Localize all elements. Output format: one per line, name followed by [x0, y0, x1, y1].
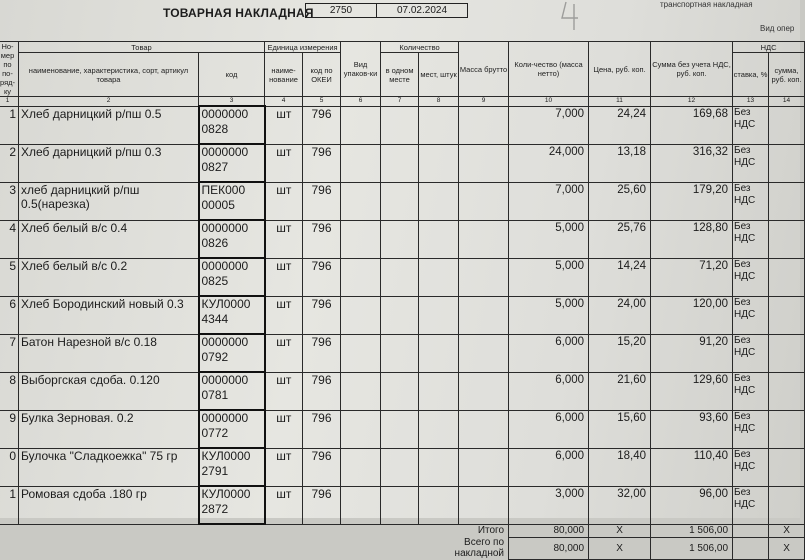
row-number: 4 — [0, 220, 19, 258]
item-pack-type — [341, 486, 381, 524]
item-unit: шт — [265, 220, 303, 258]
item-pack-type — [341, 106, 381, 144]
item-qty: 7,000 — [509, 182, 589, 220]
item-pack-type — [341, 220, 381, 258]
item-vat-sum — [769, 486, 805, 524]
col-gross-mass: Масса брутто — [459, 42, 509, 97]
col-vat: НДС — [733, 42, 805, 53]
item-qty-places — [419, 448, 459, 486]
item-code: КУЛ0000 2791 — [199, 448, 265, 486]
item-code: 0000000 0825 — [199, 258, 265, 296]
item-unit: шт — [265, 372, 303, 410]
item-vat-rate: Без НДС — [733, 220, 769, 258]
item-qty-per-place — [381, 182, 419, 220]
item-vat-rate: Без НДС — [733, 258, 769, 296]
item-gross-mass — [459, 410, 509, 448]
item-name: Хлеб белый в/с 0.4 — [19, 220, 199, 258]
item-price: 15,60 — [589, 410, 651, 448]
item-gross-mass — [459, 258, 509, 296]
item-okei: 796 — [303, 258, 341, 296]
item-qty: 24,000 — [509, 144, 589, 182]
item-pack-type — [341, 334, 381, 372]
col-sum-no-vat: Сумма без учета НДС, руб. коп. — [651, 42, 733, 97]
column-numbers-row — [0, 97, 805, 107]
item-vat-rate: Без НДС — [733, 182, 769, 220]
item-name: Хлеб белый в/с 0.2 — [19, 258, 199, 296]
col-pack-type: Вид упаков-ки — [341, 42, 381, 97]
item-qty: 6,000 — [509, 372, 589, 410]
document-number: 2750 — [305, 3, 377, 18]
table-row — [0, 486, 805, 524]
grand-total-row — [0, 537, 805, 559]
grand-total-vat: X — [769, 537, 805, 559]
column-number: 10 — [509, 97, 589, 107]
table-row — [0, 410, 805, 448]
item-unit: шт — [265, 296, 303, 334]
handwritten-mark — [558, 0, 584, 30]
subtotal-sum: 1 506,00 — [651, 524, 733, 537]
item-qty-per-place — [381, 334, 419, 372]
column-number: 6 — [341, 97, 381, 107]
item-qty-per-place — [381, 220, 419, 258]
column-number: 13 — [733, 97, 769, 107]
item-vat-rate: Без НДС — [733, 448, 769, 486]
item-code: КУЛ0000 2872 — [199, 486, 265, 524]
table-row — [0, 334, 805, 372]
col-goods-code: код — [199, 53, 265, 97]
operation-caption: Вид опер — [760, 24, 795, 33]
column-number: 12 — [651, 97, 733, 107]
item-name: хлеб дарницкий р/пш 0.5(нарезка) — [19, 182, 199, 220]
table-row — [0, 448, 805, 486]
column-number: 1 — [0, 97, 19, 107]
col-vat-rate: ставка, % — [733, 53, 769, 97]
item-vat-rate: Без НДС — [733, 334, 769, 372]
item-name: Хлеб дарницкий р/пш 0.3 — [19, 144, 199, 182]
col-unit-okei: код по ОКЕИ — [303, 53, 341, 97]
item-qty-per-place — [381, 486, 419, 524]
item-pack-type — [341, 182, 381, 220]
item-vat-sum — [769, 334, 805, 372]
item-pack-type — [341, 410, 381, 448]
item-name: Ромовая сдоба .180 гр — [19, 486, 199, 524]
grand-total-label: Всего по накладной — [454, 537, 505, 559]
item-okei: 796 — [303, 144, 341, 182]
item-price: 32,00 — [589, 486, 651, 524]
subtotal-price: X — [589, 524, 651, 537]
row-number: 7 — [0, 334, 19, 372]
item-pack-type — [341, 296, 381, 334]
item-vat-rate: Без НДС — [733, 486, 769, 524]
item-unit: шт — [265, 448, 303, 486]
item-pack-type — [341, 258, 381, 296]
item-okei: 796 — [303, 106, 341, 144]
grand-total-price: X — [589, 537, 651, 559]
subtotal-qty: 80,000 — [509, 524, 589, 537]
item-gross-mass — [459, 448, 509, 486]
col-quantity: Количество — [381, 42, 459, 53]
item-qty: 5,000 — [509, 296, 589, 334]
item-vat-rate: Без НДС — [733, 410, 769, 448]
item-qty-places — [419, 144, 459, 182]
col-price: Цена, руб. коп. — [589, 42, 651, 97]
item-qty: 3,000 — [509, 486, 589, 524]
item-price: 21,60 — [589, 372, 651, 410]
item-unit: шт — [265, 486, 303, 524]
item-code: 0000000 0792 — [199, 334, 265, 372]
col-unit-name: наиме-нование — [265, 53, 303, 97]
item-name: Хлеб дарницкий р/пш 0.5 — [19, 106, 199, 144]
item-price: 13,18 — [589, 144, 651, 182]
table-row — [0, 106, 805, 144]
column-number: 11 — [589, 97, 651, 107]
item-qty: 6,000 — [509, 334, 589, 372]
item-gross-mass — [459, 334, 509, 372]
row-number: 9 — [0, 410, 19, 448]
column-number: 8 — [419, 97, 459, 107]
row-number: 8 — [0, 372, 19, 410]
item-qty-per-place — [381, 410, 419, 448]
header-area — [0, 0, 800, 40]
table-row — [0, 296, 805, 334]
item-sum: 71,20 — [651, 258, 733, 296]
subtotal-label: Итого — [477, 525, 505, 537]
item-vat-sum — [769, 144, 805, 182]
column-number: 9 — [459, 97, 509, 107]
item-unit: шт — [265, 410, 303, 448]
item-sum: 128,80 — [651, 220, 733, 258]
item-qty-places — [419, 258, 459, 296]
item-qty: 5,000 — [509, 258, 589, 296]
subtotal-row — [0, 524, 805, 537]
grand-total-sum: 1 506,00 — [651, 537, 733, 559]
item-gross-mass — [459, 144, 509, 182]
table-row — [0, 258, 805, 296]
col-unit: Единица измерения — [265, 42, 341, 53]
grand-total-qty: 80,000 — [509, 537, 589, 559]
col-goods-name: наименование, характеристика, сорт, артикул товара — [19, 53, 199, 97]
item-qty-per-place — [381, 144, 419, 182]
item-qty-places — [419, 182, 459, 220]
item-gross-mass — [459, 182, 509, 220]
item-okei: 796 — [303, 334, 341, 372]
item-qty-per-place — [381, 448, 419, 486]
item-qty-places — [419, 334, 459, 372]
column-number: 2 — [19, 97, 199, 107]
item-sum: 110,40 — [651, 448, 733, 486]
item-sum: 96,00 — [651, 486, 733, 524]
item-okei: 796 — [303, 486, 341, 524]
item-name: Булка Зерновая. 0.2 — [19, 410, 199, 448]
table-row — [0, 372, 805, 410]
item-price: 24,00 — [589, 296, 651, 334]
item-code: 0000000 0828 — [199, 106, 265, 144]
item-code: КУЛ0000 4344 — [199, 296, 265, 334]
item-qty-places — [419, 220, 459, 258]
item-vat-sum — [769, 106, 805, 144]
item-gross-mass — [459, 486, 509, 524]
item-name: Хлеб Бородинский новый 0.3 — [19, 296, 199, 334]
subtotal-vat: X — [769, 524, 805, 537]
item-price: 18,40 — [589, 448, 651, 486]
item-unit: шт — [265, 258, 303, 296]
item-sum: 179,20 — [651, 182, 733, 220]
item-gross-mass — [459, 296, 509, 334]
item-vat-rate: Без НДС — [733, 144, 769, 182]
item-qty-per-place — [381, 258, 419, 296]
document-title: ТОВАРНАЯ НАКЛАДНАЯ — [163, 6, 314, 20]
item-okei: 796 — [303, 372, 341, 410]
item-pack-type — [341, 372, 381, 410]
item-sum: 91,20 — [651, 334, 733, 372]
item-price: 25,60 — [589, 182, 651, 220]
item-vat-rate: Без НДС — [733, 296, 769, 334]
document-date: 07.02.2024 — [376, 3, 468, 18]
item-vat-sum — [769, 182, 805, 220]
item-vat-sum — [769, 220, 805, 258]
row-number: 5 — [0, 258, 19, 296]
item-name: Выборгская сдоба. 0.120 — [19, 372, 199, 410]
col-qty-per-place: в одном месте — [381, 53, 419, 97]
item-sum: 120,00 — [651, 296, 733, 334]
row-number: 1 — [0, 486, 19, 524]
item-pack-type — [341, 144, 381, 182]
item-vat-rate: Без НДС — [733, 372, 769, 410]
col-goods: Товар — [19, 42, 265, 53]
item-sum: 129,60 — [651, 372, 733, 410]
item-qty-per-place — [381, 106, 419, 144]
item-okei: 796 — [303, 182, 341, 220]
item-okei: 796 — [303, 220, 341, 258]
column-number: 7 — [381, 97, 419, 107]
item-qty-places — [419, 410, 459, 448]
item-sum: 169,68 — [651, 106, 733, 144]
col-net-qty: Коли-чество (масса нетто) — [509, 42, 589, 97]
column-number: 3 — [199, 97, 265, 107]
col-vat-sum: сумма, руб. коп. — [769, 53, 805, 97]
item-price: 14,24 — [589, 258, 651, 296]
item-code: 0000000 0772 — [199, 410, 265, 448]
table-header-row-1 — [0, 42, 805, 53]
item-vat-sum — [769, 296, 805, 334]
row-number: 6 — [0, 296, 19, 334]
item-unit: шт — [265, 334, 303, 372]
item-code: 0000000 0826 — [199, 220, 265, 258]
column-number: 5 — [303, 97, 341, 107]
item-gross-mass — [459, 372, 509, 410]
item-name: Булочка "Сладкоежка" 75 гр — [19, 448, 199, 486]
table-row — [0, 220, 805, 258]
row-number: 2 — [0, 144, 19, 182]
item-unit: шт — [265, 144, 303, 182]
column-number: 14 — [769, 97, 805, 107]
item-okei: 796 — [303, 410, 341, 448]
item-vat-sum — [769, 258, 805, 296]
item-vat-sum — [769, 448, 805, 486]
item-qty-places — [419, 372, 459, 410]
column-number: 4 — [265, 97, 303, 107]
col-row-no: Но-мер по по-ряд-ку — [0, 42, 19, 97]
item-vat-sum — [769, 410, 805, 448]
item-name: Батон Нарезной в/с 0.18 — [19, 334, 199, 372]
item-qty: 5,000 — [509, 220, 589, 258]
item-vat-rate: Без НДС — [733, 106, 769, 144]
item-qty-per-place — [381, 296, 419, 334]
item-sum: 93,60 — [651, 410, 733, 448]
item-qty-places — [419, 296, 459, 334]
item-unit: шт — [265, 182, 303, 220]
item-qty-places — [419, 486, 459, 524]
items-body — [0, 106, 805, 524]
item-qty: 7,000 — [509, 106, 589, 144]
item-gross-mass — [459, 106, 509, 144]
item-qty: 6,000 — [509, 410, 589, 448]
item-qty: 6,000 — [509, 448, 589, 486]
item-sum: 316,32 — [651, 144, 733, 182]
item-code: 0000000 0781 — [199, 372, 265, 410]
col-qty-places: мест, штук — [419, 53, 459, 97]
table-row — [0, 144, 805, 182]
row-number: 3 — [0, 182, 19, 220]
item-price: 15,20 — [589, 334, 651, 372]
item-okei: 796 — [303, 448, 341, 486]
transport-caption: транспортная накладная — [660, 0, 753, 9]
item-price: 25,76 — [589, 220, 651, 258]
item-gross-mass — [459, 220, 509, 258]
goods-table — [0, 41, 805, 560]
table-row — [0, 182, 805, 220]
item-qty-places — [419, 106, 459, 144]
item-unit: шт — [265, 106, 303, 144]
row-number: 1 — [0, 106, 19, 144]
item-pack-type — [341, 448, 381, 486]
item-vat-sum — [769, 372, 805, 410]
item-qty-per-place — [381, 372, 419, 410]
item-price: 24,24 — [589, 106, 651, 144]
row-number: 0 — [0, 448, 19, 486]
item-code: 0000000 0827 — [199, 144, 265, 182]
item-okei: 796 — [303, 296, 341, 334]
item-code: ПЕК000 00005 — [199, 182, 265, 220]
